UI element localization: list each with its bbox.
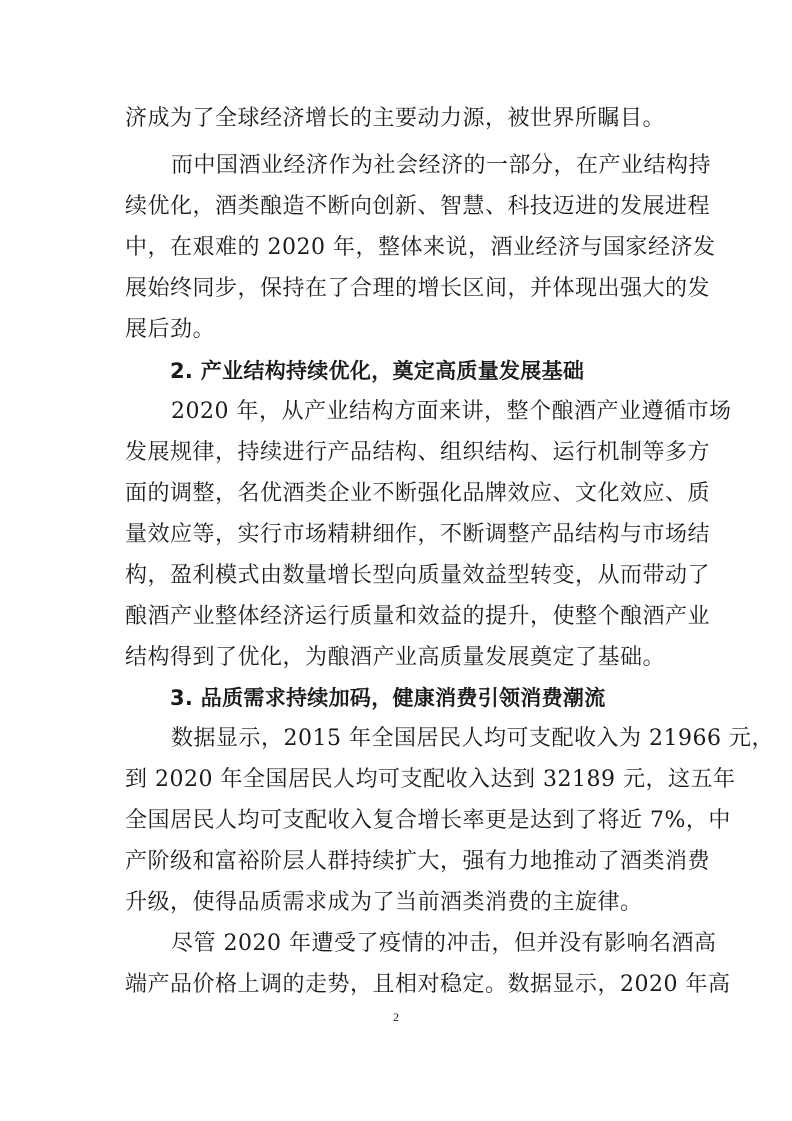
paragraph-3-line-5: 构，盈利模式由数量增长型向质量效益型转变，从而带动了	[125, 563, 711, 588]
paragraph-2-line-3: 中，在艰难的 2020 年，整体来说，酒业经济与国家经济发	[125, 235, 716, 260]
paragraph-2-line-5: 展后劲。	[125, 317, 216, 342]
paragraph-3-line-6: 酿酒产业整体经济运行质量和效益的提升，使整个酿酒产业	[125, 604, 711, 629]
paragraph-4-line-4: 产阶级和富裕阶层人群持续扩大，强有力地推动了酒类消费	[125, 849, 711, 874]
paragraph-5-line-1: 尽管 2020 年遭受了疫情的冲击，但并没有影响名酒高	[171, 931, 717, 956]
paragraph-4-line-2: 到 2020 年全国居民人均可支配收入达到 32189 元，这五年	[125, 767, 736, 792]
paragraph-3-line-3: 面的调整，名优酒类企业不断强化品牌效应、文化效应、质	[125, 481, 711, 506]
paragraph-4-line-1: 数据显示，2015 年全国居民人均可支配收入为 21966 元，	[171, 726, 774, 751]
paragraph-2-line-1: 而中国酒业经济作为社会经济的一部分，在产业结构持	[171, 153, 712, 178]
paragraph-1-line-1: 济成为了全球经济增长的主要动力源，被世界所瞩目。	[125, 106, 666, 131]
paragraph-2-line-4: 展始终同步，保持在了合理的增长区间，并体现出强大的发	[125, 276, 711, 301]
page-number: 2	[393, 1010, 399, 1024]
section-heading-2: 2. 产业结构持续优化，奠定高质量发展基础	[170, 359, 585, 383]
paragraph-4-line-5: 升级，使得品质需求成为了当前酒类消费的主旋律。	[125, 890, 643, 915]
paragraph-3-line-7: 结构得到了优化，为酿酒产业高质量发展奠定了基础。	[125, 645, 666, 670]
paragraph-2-line-2: 续优化，酒类酿造不断向创新、智慧、科技迈进的发展进程	[125, 194, 711, 219]
paragraph-3-line-1: 2020 年，从产业结构方面来讲，整个酿酒产业遵循市场	[171, 399, 732, 424]
paragraph-3-line-4: 量效应等，实行市场精耕细作，不断调整产品结构与市场结	[125, 522, 711, 547]
paragraph-4-line-3: 全国居民人均可支配收入复合增长率更是达到了将近 7%，中	[125, 808, 731, 833]
paragraph-3-line-2: 发展规律，持续进行产品结构、组织结构、运行机制等多方	[125, 440, 711, 465]
section-heading-3: 3. 品质需求持续加码，健康消费引领消费潮流	[170, 686, 606, 710]
paragraph-5-line-2: 端产品价格上调的走势，且相对稳定。数据显示，2020 年高	[125, 972, 731, 997]
